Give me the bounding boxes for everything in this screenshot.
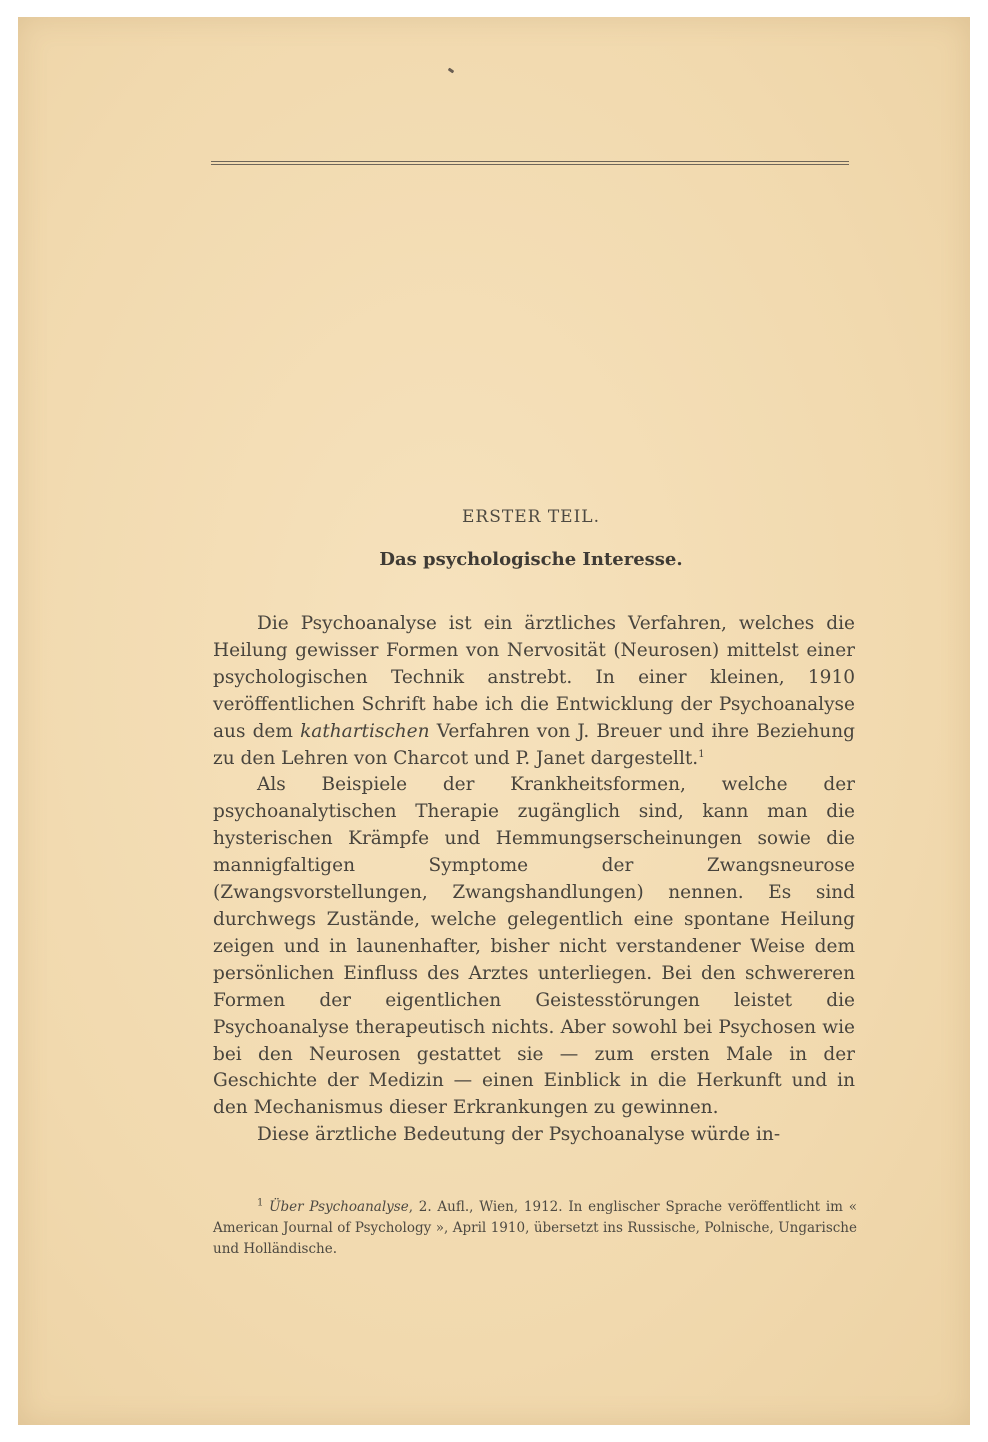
paragraph-2: Als Beispiele der Krankheitsformen, welche der psychoanalytischen Therapie zugänglich sind, kann man die hysterischen Krämpfe und Hemmungserscheinungen sowie die mannigfaltigen Symptome der Zwangsneurose (Zwangsvorstellungen, Zwangshandlungen) nennen. Es sind durchwegs Zustände, welche gelegentlich eine spontane Heilung zeigen und in launenhafter, bisher nicht verstandener Weise dem persönlichen Einfluss des Arztes unterliegen. Bei den schwereren Formen der eigentlichen Geistesstörungen leistet die Psychoanalyse therapeutisch nichts. Aber sowohl bei Psychosen wie bei den Neurosen gestattet sie — zum ersten Male in der Geschichte der Medizin — einen Einblick in die Herkunft und in den Mechanismus dieser Erkrankungen zu gewinnen. (213, 774, 855, 1119)
paragraph-1 (213, 611, 855, 772)
paragraph-1-text-a: Die Psychoanalyse ist ein ärztliches Verfahren, welches die Heilung gewisser Formen von Nervosität (Neurosen) mittelst einer psychologischen Technik anstrebt. In einer kleinen, 1910 veröffentlichen Schrift habe ich die Entwicklung der Psychoanalyse aus dem (213, 613, 855, 742)
section-title: Das psychologische Interesse. (379, 549, 683, 570)
footnote-italic-title: Über Psychoanalyse (269, 1199, 409, 1215)
paragraph-1-text-b: Verfahren von J. Breuer und ihre Beziehung zu den Lehren von Charcot und P. Janet dargestellt. (213, 720, 856, 769)
footnote-reference[interactable]: 1 (698, 748, 705, 760)
ink-speck (448, 68, 455, 74)
part-title: ERSTER TEIL. (462, 507, 600, 527)
paragraph-3: Diese ärztliche Bedeutung der Psychoanalyse würde in- (257, 1124, 781, 1146)
footnote-marker: 1 (257, 1197, 264, 1209)
footnote-text (213, 1197, 857, 1260)
paragraph-1-italic: kathartischen (300, 720, 430, 742)
book-page (18, 17, 970, 1425)
footnote (213, 1197, 857, 1260)
footnote-body: , 2. Aufl., Wien, 1912. In englischer Sprache veröffentlicht im « American Journal of Psychology », April 1910, übersetzt ins Russische, Polnische, Ungarische und Holländische. (213, 1199, 857, 1257)
body-text (213, 611, 855, 1149)
header-double-rule (211, 161, 849, 165)
